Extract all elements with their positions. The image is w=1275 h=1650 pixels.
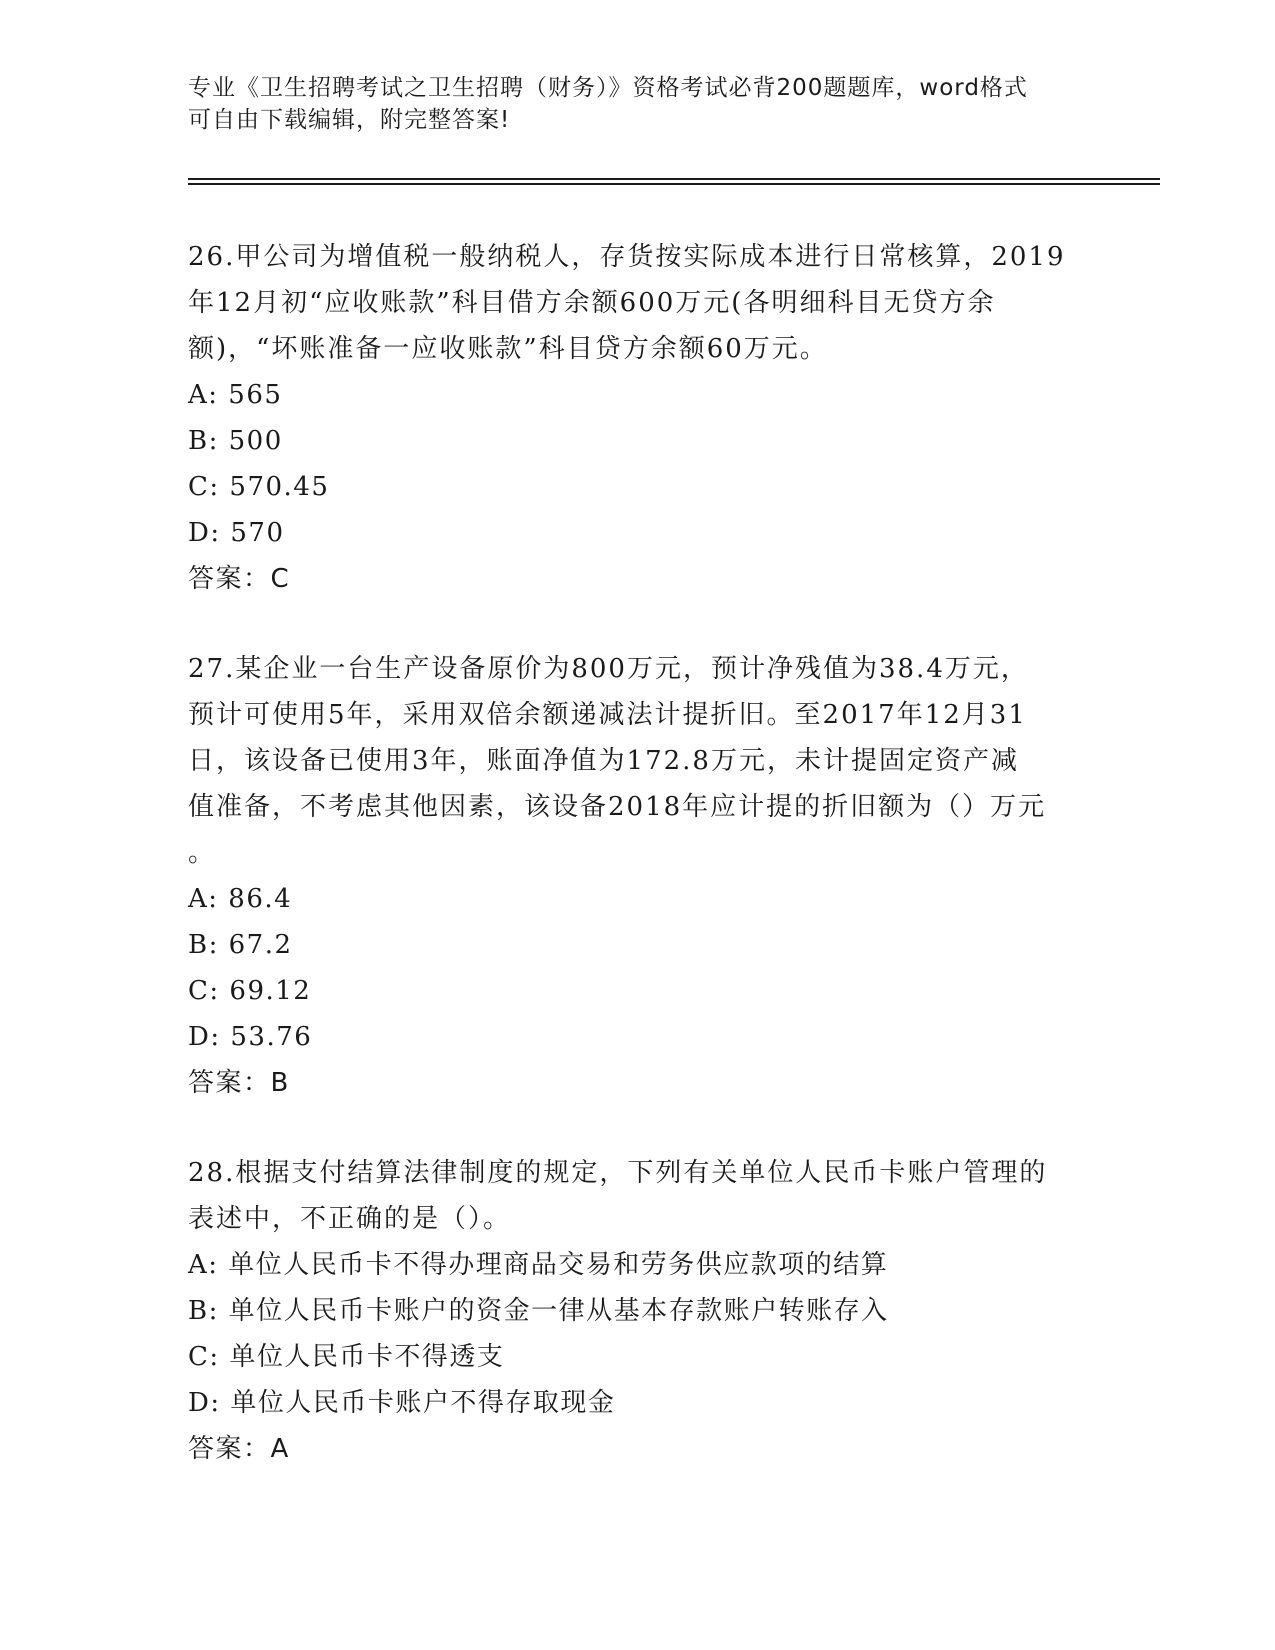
option-b: B: 67.2 [188, 930, 293, 960]
question-27 [188, 646, 1088, 1106]
stem-line: 日，该设备已使用3年，账面净值为172.8万元，未计提固定资产减 [188, 746, 1019, 776]
header-title-line-2: 可自由下载编辑，附完整答案! [188, 107, 511, 133]
question-stem [188, 1150, 1088, 1242]
question-26 [188, 234, 1088, 602]
stem-line: 26.甲公司为增值税一般纳税人，存货按实际成本进行日常核算，2019 [188, 242, 1066, 272]
option-b: B: 单位人民币卡账户的资金一律从基本存款账户转账存入 [188, 1296, 889, 1326]
document-header [188, 72, 1068, 136]
stem-line: 。 [188, 838, 217, 868]
stem-line: 额)，“坏账准备一应收账款”科目贷方余额60万元。 [188, 334, 828, 364]
answer-line: 答案：A [188, 1434, 290, 1464]
answer-line: 答案：C [188, 564, 291, 594]
question-stem [188, 234, 1088, 372]
option-d: D: 单位人民币卡账户不得存取现金 [188, 1388, 616, 1418]
stem-line: 27.某企业一台生产设备原价为800万元，预计净残值为38.4万元， [188, 654, 1029, 684]
header-title-line-1: 专业《卫生招聘考试之卫生招聘（财务）》资格考试必背200题题库，word格式 [188, 75, 1028, 101]
options-list [188, 372, 1088, 556]
stem-line: 预计可使用5年，采用双倍余额递减法计提折旧。至2017年12月31 [188, 700, 1027, 730]
option-d: D: 53.76 [188, 1022, 313, 1052]
option-a: A: 单位人民币卡不得办理商品交易和劳务供应款项的结算 [188, 1250, 889, 1280]
options-list [188, 876, 1088, 1060]
header-divider-top [188, 178, 1160, 180]
option-c: C: 69.12 [188, 976, 312, 1006]
option-d: D: 570 [188, 518, 285, 548]
stem-line: 值准备，不考虑其他因素，该设备2018年应计提的折旧额为（）万元 [188, 792, 1047, 822]
stem-line: 28.根据支付结算法律制度的规定，下列有关单位人民币卡账户管理的 [188, 1158, 1048, 1188]
header-divider-bottom [188, 183, 1160, 185]
option-b: B: 500 [188, 426, 283, 456]
option-c: C: 570.45 [188, 472, 330, 502]
option-c: C: 单位人民币卡不得透支 [188, 1342, 505, 1372]
stem-line: 表述中，不正确的是（）。 [188, 1204, 512, 1234]
answer-line: 答案：B [188, 1068, 290, 1098]
option-a: A: 565 [188, 380, 283, 410]
options-list [188, 1242, 1088, 1426]
question-stem [188, 646, 1088, 876]
option-a: A: 86.4 [188, 884, 293, 914]
stem-line: 年12月初“应收账款”科目借方余额600万元(各明细科目无贷方余 [188, 288, 996, 318]
question-28 [188, 1150, 1088, 1472]
